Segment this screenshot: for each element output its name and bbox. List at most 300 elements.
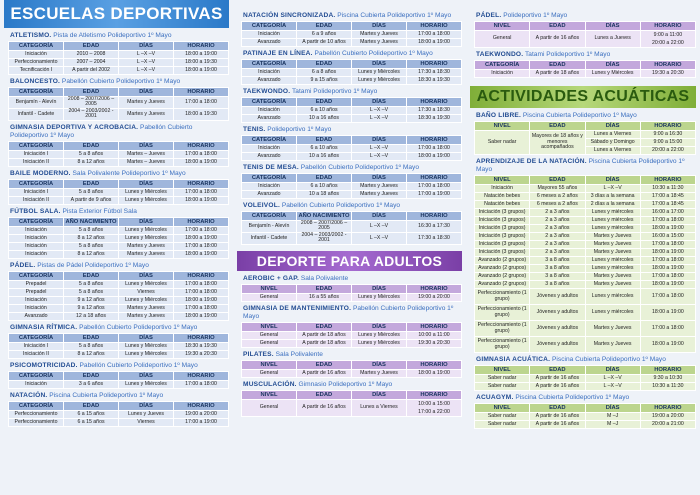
table-cell: Avanzado (2 grupos) — [475, 281, 530, 289]
column-header: HORARIO — [640, 404, 695, 413]
table-cell: Lunes y Miércoles — [119, 196, 174, 204]
table-cell: Iniciación (3 grupos) — [475, 225, 530, 233]
schedule-block — [474, 12, 696, 48]
column-header: HORARIO — [174, 333, 229, 342]
table-cell: Tecnificación I — [9, 67, 64, 75]
table-cell: 16:30 a 17:30 — [407, 221, 462, 233]
table-cell: 17:00 a 18:00 — [174, 380, 229, 388]
table-cell: Perfeccionamiento — [9, 410, 64, 418]
schedule-block — [8, 170, 229, 205]
table-row — [475, 265, 696, 273]
block-name: TAEKWONDO. — [243, 88, 291, 95]
table-row — [242, 399, 462, 416]
table-row — [475, 337, 696, 353]
table-cell: Lunes a Viernes — [585, 131, 640, 139]
table-row — [242, 183, 462, 191]
column-header: EDAD — [297, 22, 352, 31]
column-header: HORARIO — [407, 284, 462, 293]
schedule-block — [474, 356, 696, 391]
table-header-row — [9, 401, 229, 410]
table-cell: Benjamín - Alevín — [9, 97, 64, 109]
table-row — [242, 77, 462, 85]
table-cell: Lunes y Miércoles — [352, 339, 407, 347]
block-name: PATINAJE EN LÍNEA. — [243, 50, 313, 57]
time-slot: 9:00 a 11:00 — [653, 32, 683, 38]
table-row — [9, 288, 229, 296]
schedule-table — [8, 401, 229, 427]
schedule-block — [8, 324, 229, 359]
table-cell: Mayores de 18 años y menores acompañados — [530, 131, 585, 155]
table-cell: 18:00 a 19:00 — [407, 153, 462, 161]
block-title — [474, 112, 696, 120]
table-cell: 17:00 a 18:00 — [640, 217, 695, 225]
column-header: EDAD — [530, 122, 585, 131]
table-cell: 5 a 8 años — [64, 226, 119, 234]
table-cell: 2010 – 2008 — [64, 51, 119, 59]
table-row — [9, 59, 229, 67]
table-cell: Iniciación II — [9, 350, 64, 358]
table-row — [242, 331, 462, 339]
table-cell: L –X –V — [119, 67, 174, 75]
table-cell: Lunes y miércoles — [585, 209, 640, 217]
schedule-block — [241, 88, 462, 123]
table-row — [9, 188, 229, 196]
column-header: DÍAS — [119, 333, 174, 342]
block-name: BAÑO LIBRE. — [476, 112, 522, 119]
schedule-table — [474, 365, 696, 391]
table-cell: 9:00 a 16:30 — [640, 131, 695, 139]
table-cell: 18:00 a 19:00 — [640, 337, 695, 353]
table-row — [475, 217, 696, 225]
column-header: DÍAS — [585, 366, 640, 375]
table-cell: Iniciación — [242, 69, 297, 77]
block-place: Sala Polivalente — [275, 350, 323, 358]
table-cell: 2 días a la semana — [585, 201, 640, 209]
table-cell: A partir de 16 años — [297, 369, 352, 377]
table-cell: 9:30 a 10:30 — [640, 375, 695, 383]
table-row — [9, 418, 229, 426]
table-cell: General — [475, 31, 530, 48]
column-header: CATEGORÍA — [9, 333, 64, 342]
table-cell: 10:30 a 11:30 — [640, 383, 695, 391]
block-name: ATLETISMO. — [10, 32, 52, 39]
table-cell: Martes y Jueves — [585, 249, 640, 257]
table-header-row — [9, 271, 229, 280]
column-header: EDAD — [297, 360, 352, 369]
block-place: Piscina Cubierta Polideportivo 1º Mayo — [522, 112, 637, 119]
column-header: EDAD — [297, 60, 352, 69]
block-place: Piscina Cubierta Polideportivo 1º Mayo — [476, 158, 685, 173]
table-cell: Saber nadar — [475, 131, 530, 155]
table-cell: 17:00 a 18:00 — [174, 304, 229, 312]
table-cell: 18:00 a 19:00 — [174, 51, 229, 59]
table-cell: 6 a 8 años — [297, 69, 352, 77]
block-place: Piscina Cubierta Polideportivo 1º Mayo — [337, 12, 452, 19]
table-cell: Jóvenes y adultos — [530, 289, 585, 305]
table-cell: Iniciación I — [9, 150, 64, 158]
column-header: HORARIO — [407, 360, 462, 369]
block-place: Polideportivo 1º Mayo — [267, 126, 332, 133]
table-cell: 18:00 a 19:00 — [407, 369, 462, 377]
time-slot: 10:00 a 15:00 — [418, 400, 450, 407]
block-name: TAEKWONDO. — [476, 51, 524, 58]
block-name: AEROBIC + GAP. — [243, 274, 299, 282]
table-cell: 9 a 12 años — [64, 304, 119, 312]
column-header: DÍAS — [352, 390, 407, 399]
table-cell: 17:00 a 19:00 — [407, 191, 462, 199]
table-header-row — [9, 141, 229, 150]
column-header: CATEGORÍA — [9, 179, 64, 188]
table-cell: Infantil - Cadete — [242, 232, 297, 244]
column-header: HORARIO — [407, 322, 462, 331]
table-row — [475, 70, 696, 78]
column-header: DÍAS — [119, 271, 174, 280]
table-cell: 16:00 a 17:00 — [640, 209, 695, 217]
schedule-block — [8, 78, 229, 121]
block-place: Pista Exterior Fútbol Sala — [62, 207, 137, 215]
table-cell: 20:00 a 22:00 — [640, 147, 695, 155]
table-cell: Martes – Jueves — [119, 150, 174, 158]
block-title — [8, 124, 229, 140]
time-slot: 20:00 a 22:00 — [652, 40, 684, 46]
table-cell: Martes y Jueves — [352, 183, 407, 191]
table-cell: Lunes y Miércoles — [119, 226, 174, 234]
banner-deporte-adultos: DEPORTE PARA ADULTOS — [237, 251, 462, 271]
block-title — [8, 32, 229, 40]
block-place: Piscina Cubierta Polideportivo 1º Mayo — [49, 391, 164, 399]
table-cell: Martes y Jueves — [352, 191, 407, 199]
table-cell: 3 a 8 años — [530, 265, 585, 273]
table-row — [9, 304, 229, 312]
block-title — [241, 164, 462, 172]
table-row — [9, 226, 229, 234]
column-header: HORARIO — [407, 212, 462, 221]
schedule-block — [474, 158, 696, 353]
column-header: CATEGORÍA — [242, 98, 297, 107]
table-cell: Perfeccionamiento — [9, 418, 64, 426]
table-cell: 18:00 a 19:00 — [407, 39, 462, 47]
block-name: GIMNASIA DE MANTENIMIENTO. — [243, 304, 352, 312]
table-row — [475, 321, 696, 337]
table-cell: L –X –V — [352, 221, 407, 233]
block-name: VOLEIVOL. — [243, 202, 280, 209]
column-header: EDAD — [530, 22, 585, 31]
block-name: TENIS. — [243, 126, 266, 133]
block-title — [474, 356, 696, 364]
column-header: EDAD — [64, 88, 119, 97]
column-header: HORARIO — [174, 271, 229, 280]
table-row — [475, 241, 696, 249]
table-cell: Lunes y miércoles — [585, 305, 640, 321]
table-cell: Jóvenes y adultos — [530, 305, 585, 321]
column-header: HORARIO — [407, 98, 462, 107]
table-row — [475, 201, 696, 209]
table-cell: Martes y Jueves — [119, 97, 174, 109]
column-header: EDAD — [64, 371, 119, 380]
block-name: GIMNASIA DEPORTIVA Y ACROBACIA. — [10, 123, 139, 131]
table-cell: General — [242, 369, 297, 377]
block-place: Polideportivo 1º Mayo — [503, 12, 568, 19]
table-cell: A partir de 16 años — [530, 31, 585, 48]
table-cell: 17:00 a 18:00 — [174, 242, 229, 250]
table-cell: Jóvenes y adultos — [530, 337, 585, 353]
table-cell: Natación bebes — [475, 201, 530, 209]
schedule-block — [474, 112, 696, 155]
column-header: EDAD — [64, 271, 119, 280]
section-list — [0, 32, 233, 427]
table-cell: Lunes y Miércoles — [119, 296, 174, 304]
table-cell: Viernes — [119, 418, 174, 426]
schedule-table — [241, 284, 462, 302]
table-cell: 3 a 8 años — [530, 257, 585, 265]
table-cell: 6 a 9 años — [297, 31, 352, 39]
schedule-block — [241, 202, 462, 245]
table-row — [242, 39, 462, 47]
table-header-row — [242, 360, 462, 369]
schedule-table — [474, 121, 696, 155]
table-cell: Avanzado (2 grupos) — [475, 265, 530, 273]
schedule-block — [241, 126, 462, 161]
table-cell: Iniciación — [9, 250, 64, 258]
column-header: HORARIO — [174, 42, 229, 51]
column-header: HORARIO — [640, 122, 695, 131]
table-cell: Avanzado — [242, 115, 297, 123]
column-header: NIVEL — [475, 366, 530, 375]
table-row — [242, 293, 462, 301]
table-row — [9, 67, 229, 75]
table-cell: Iniciación — [242, 145, 297, 153]
table-header-row — [9, 88, 229, 97]
table-cell: M –J — [585, 413, 640, 421]
table-cell: A partir de 9 años — [64, 196, 119, 204]
table-cell: L –X –V — [352, 115, 407, 123]
column-header: DÍAS — [119, 371, 174, 380]
column-header: CATEGORÍA — [242, 174, 297, 183]
section-list — [466, 112, 700, 429]
table-header-row — [475, 366, 696, 375]
table-cell: 17:00 a 18:00 — [640, 273, 695, 281]
table-cell: Iniciación II — [9, 196, 64, 204]
table-cell: 3 a 8 años — [530, 273, 585, 281]
schedule-table — [241, 211, 462, 245]
column-header: EDAD — [297, 322, 352, 331]
table-cell: 2 a 3 años — [530, 241, 585, 249]
schedule-table — [241, 135, 462, 161]
table-cell: Lunes a Viernes — [585, 147, 640, 155]
block-title — [8, 262, 229, 270]
column-header: NIVEL — [475, 22, 530, 31]
block-name: PÁDEL. — [476, 12, 502, 19]
schedule-block — [8, 362, 229, 389]
table-row — [475, 209, 696, 217]
table-cell: Iniciación — [242, 107, 297, 115]
block-place: Tatami Polideportivo 1º Mayo — [292, 88, 378, 95]
column-header: CATEGORÍA — [9, 371, 64, 380]
table-cell: L –X –V — [352, 153, 407, 161]
table-cell: 17:00 a 18:00 — [640, 321, 695, 337]
table-cell: 5 a 8 años — [64, 342, 119, 350]
schedule-block — [8, 32, 229, 75]
schedule-table — [8, 179, 229, 205]
table-cell: Iniciación I — [9, 342, 64, 350]
column-right — [466, 0, 700, 495]
table-cell: Lunes a Viernes — [352, 399, 407, 416]
table-cell: 18:00 a 19:00 — [640, 249, 695, 257]
table-cell: 19:00 a 20:00 — [407, 293, 462, 301]
table-cell: Iniciación (3 grupos) — [475, 217, 530, 225]
column-header: EDAD — [530, 176, 585, 185]
column-header: NIVEL — [475, 122, 530, 131]
block-name: NATACIÓN. — [10, 391, 48, 399]
table-header-row — [9, 217, 229, 226]
table-cell: 2004 – 2003/2002 - 2001 — [64, 108, 119, 120]
table-cell: 9 a 15 años — [297, 77, 352, 85]
table-cell: 16 a 55 años — [297, 293, 352, 301]
table-header-row — [242, 390, 462, 399]
table-cell: L –X –V — [352, 232, 407, 244]
table-row — [9, 108, 229, 120]
column-header: EDAD — [297, 284, 352, 293]
table-cell: Lunes y Miércoles — [352, 331, 407, 339]
column-header: CATEGORÍA — [9, 42, 64, 51]
block-title — [241, 275, 462, 283]
column-header: DÍAS — [352, 98, 407, 107]
schedule-table — [474, 403, 696, 429]
table-row — [475, 31, 696, 48]
schedule-block — [8, 124, 229, 167]
schedule-table — [241, 390, 462, 417]
block-place: Gimnasio Polideportivo 1º Mayo — [298, 380, 393, 388]
column-header: NIVEL — [475, 176, 530, 185]
table-cell: 17:00 a 18:00 — [640, 289, 695, 305]
table-header-row — [242, 212, 462, 221]
column-header: DÍAS — [352, 22, 407, 31]
column-header: CATEGORÍA — [9, 141, 64, 150]
table-cell: Iniciación — [9, 304, 64, 312]
table-cell: 18:00 a 19:30 — [174, 108, 229, 120]
block-name: PÁDEL. — [10, 261, 36, 269]
table-cell: Infantil - Cadete — [9, 108, 64, 120]
table-cell: Martes y Jueves — [352, 39, 407, 47]
table-cell: 10 a 16 años — [297, 115, 352, 123]
column-header: DÍAS — [352, 174, 407, 183]
table-cell: 2 a 3 años — [530, 217, 585, 225]
table-cell: 5 a 8 años — [64, 280, 119, 288]
table-cell: 19:00 a 20:00 — [174, 410, 229, 418]
table-cell: Lunes y Miércoles — [119, 380, 174, 388]
table-cell: 19:30 a 20:30 — [174, 350, 229, 358]
table-cell: 8 a 12 años — [64, 234, 119, 242]
table-cell: 19:30 a 20:30 — [640, 70, 695, 78]
table-cell: Martes y Jueves — [119, 304, 174, 312]
table-cell: L –X –V — [352, 107, 407, 115]
table-header-row — [9, 42, 229, 51]
column-header: EDAD — [530, 404, 585, 413]
table-cell: 18:00 a 19:00 — [174, 250, 229, 258]
table-cell: Martes y Jueves — [119, 108, 174, 120]
table-row — [475, 257, 696, 265]
block-title — [474, 394, 696, 402]
column-header: AÑO NACIMIENTO — [65, 218, 117, 225]
table-cell: Martes y Jueves — [119, 242, 174, 250]
table-cell: 2007 – 2004 — [64, 59, 119, 67]
column-header: NIVEL — [242, 360, 297, 369]
table-cell: Iniciación (3 grupos) — [475, 233, 530, 241]
column-header: DÍAS — [119, 401, 174, 410]
table-row — [9, 242, 229, 250]
block-title — [8, 362, 229, 370]
table-cell: Martes y Jueves — [585, 321, 640, 337]
table-cell: 10 a 18 años — [297, 191, 352, 199]
block-title — [8, 208, 229, 216]
table-cell: 5 a 8 años — [64, 150, 119, 158]
column-header: CATEGORÍA — [9, 271, 64, 280]
table-row — [9, 234, 229, 242]
table-cell: Prepadel — [9, 288, 64, 296]
table-row — [9, 97, 229, 109]
column-header: EDAD — [297, 390, 352, 399]
column-header: NIVEL — [475, 404, 530, 413]
table-cell: 18:00 a 19:00 — [174, 234, 229, 242]
table-header-row — [242, 60, 462, 69]
table-cell: 17:00 a 18:45 — [640, 193, 695, 201]
table-cell: Lunes a Jueves — [585, 31, 640, 48]
table-cell: Lunes y miércoles — [585, 257, 640, 265]
table-cell: 18:00 a 19:00 — [640, 225, 695, 233]
table-cell: Martes y Jueves — [585, 337, 640, 353]
column-header: CATEGORÍA — [242, 136, 297, 145]
table-cell: Lunes y miércoles — [585, 289, 640, 305]
block-place: Pabellón Cubierto Polideportivo 1º Mayo — [79, 323, 198, 331]
table-cell: 18:30 a 19:30 — [407, 115, 462, 123]
table-header-row — [242, 174, 462, 183]
table-row — [9, 380, 229, 388]
table-cell: 17:00 a 18:00 — [640, 241, 695, 249]
table-cell: 17:30 a 18:30 — [407, 69, 462, 77]
column-header: CATEGORÍA — [242, 212, 297, 221]
table-row — [242, 232, 462, 244]
table-cell: 2004 – 2003/2002 - 2001 — [297, 232, 352, 244]
table-cell: Lunes y Jueves — [119, 410, 174, 418]
schedule-table — [8, 141, 229, 167]
block-title — [474, 12, 696, 20]
table-cell: General — [242, 293, 297, 301]
schedule-table — [8, 87, 229, 121]
table-row — [475, 193, 696, 201]
table-cell: Saber nadar — [475, 383, 530, 391]
table-header-row — [242, 136, 462, 145]
column-header: DÍAS — [585, 61, 640, 70]
schedule-table — [241, 322, 462, 348]
table-cell: Iniciación (3 grupos) — [475, 209, 530, 217]
table-cell: 6 a 15 años — [64, 410, 119, 418]
block-place: Piscina Cubierta Polideportivo 1º Mayo — [552, 356, 666, 363]
column-header: HORARIO — [407, 22, 462, 31]
block-name: TENIS DE MESA. — [243, 164, 299, 171]
table-row — [9, 410, 229, 418]
table-cell: Lunes y miércoles — [585, 225, 640, 233]
table-header-row — [475, 22, 696, 31]
column-header: EDAD — [530, 366, 585, 375]
block-name: NATACIÓN SINCRONIZADA. — [243, 12, 336, 19]
block-place: Pabellón Cubierto Polideportivo 1º Mayo — [61, 78, 181, 85]
block-title — [241, 50, 462, 58]
table-cell: Martes y Jueves — [585, 281, 640, 289]
table-header-row — [242, 322, 462, 331]
table-header-row — [475, 122, 696, 131]
table-cell: Saber nadar — [475, 413, 530, 421]
table-cell: 17:00 a 18:00 — [407, 183, 462, 191]
